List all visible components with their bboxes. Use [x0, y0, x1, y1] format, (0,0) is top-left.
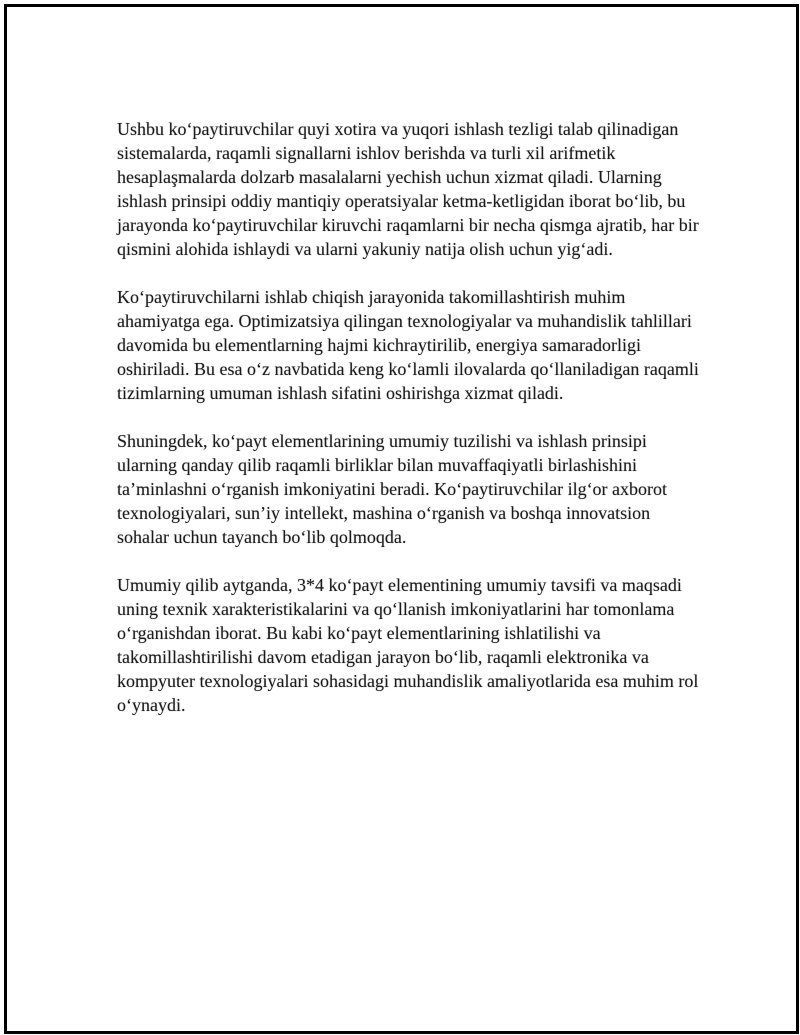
paragraph-1: Ushbu ko‘paytiruvchilar quyi xotira va yuqori ishlash tezligi talab qilinadigan sistemalarda, raqamli signallarni ishlov berishda va turli xil arifmetik hesaplaşmalarda dolzarb masalalarni yechish uchun xizmat qiladi. Ularning ishlash prinsipi oddiy mantiqiy operatsiyalar ketma-ketligidan iborat bo‘lib, bu jarayonda ko‘paytiruvchilar kiruvchi raqamlarni bir necha qismga ajratib, har bir qismini alohida ishlaydi va ularni yakuniy natija olish uchun yig‘adi.	[117, 119, 699, 259]
paragraph-3: Shuningdek, ko‘payt elementlarining umumiy tuzilishi va ishlash prinsipi ularning qanday qilib raqamli birliklar bilan muvaffaqiyatli birlashishini ta’minlashni o‘rganish imkoniyatini beradi. Ko‘paytiruvchilar ilg‘or axborot texnologiyalari, sun’iy intellekt, mashina o‘rganish va boshqa innovatsion sohalar uchun tayanch bo‘lib qolmoqda.	[117, 431, 668, 547]
document-body	[117, 117, 702, 741]
paragraph-4: Umumiy qilib aytganda, 3*4 ko‘payt elementining umumiy tavsifi va maqsadi uning texnik xarakteristikalarini va qo‘llanish imkoniyatlarini har tomonlama o‘rganishdan iborat. Bu kabi ko‘payt elementlarining ishlatilishi va takomillashtirilishi davom etadigan jarayon bo‘lib, raqamli elektronika va kompyuter texnologiyalari sohasidagi muhandislik amaliyotlarida esa muhim rol o‘ynaydi.	[117, 575, 699, 715]
paragraph-2: Ko‘paytiruvchilarni ishlab chiqish jarayonida takomillashtirish muhim ahamiyatga ega. Optimizatsiya qilingan texnologiyalar va muhandislik tahlillari davomida bu elementlarning hajmi kichraytirilib, energiya samaradorligi oshiriladi. Bu esa o‘z navbatida keng ko‘lamli ilovalarda qo‘llaniladigan raqamli tizimlarning umuman ishlash sifatini oshirishga xizmat qiladi.	[117, 287, 699, 403]
